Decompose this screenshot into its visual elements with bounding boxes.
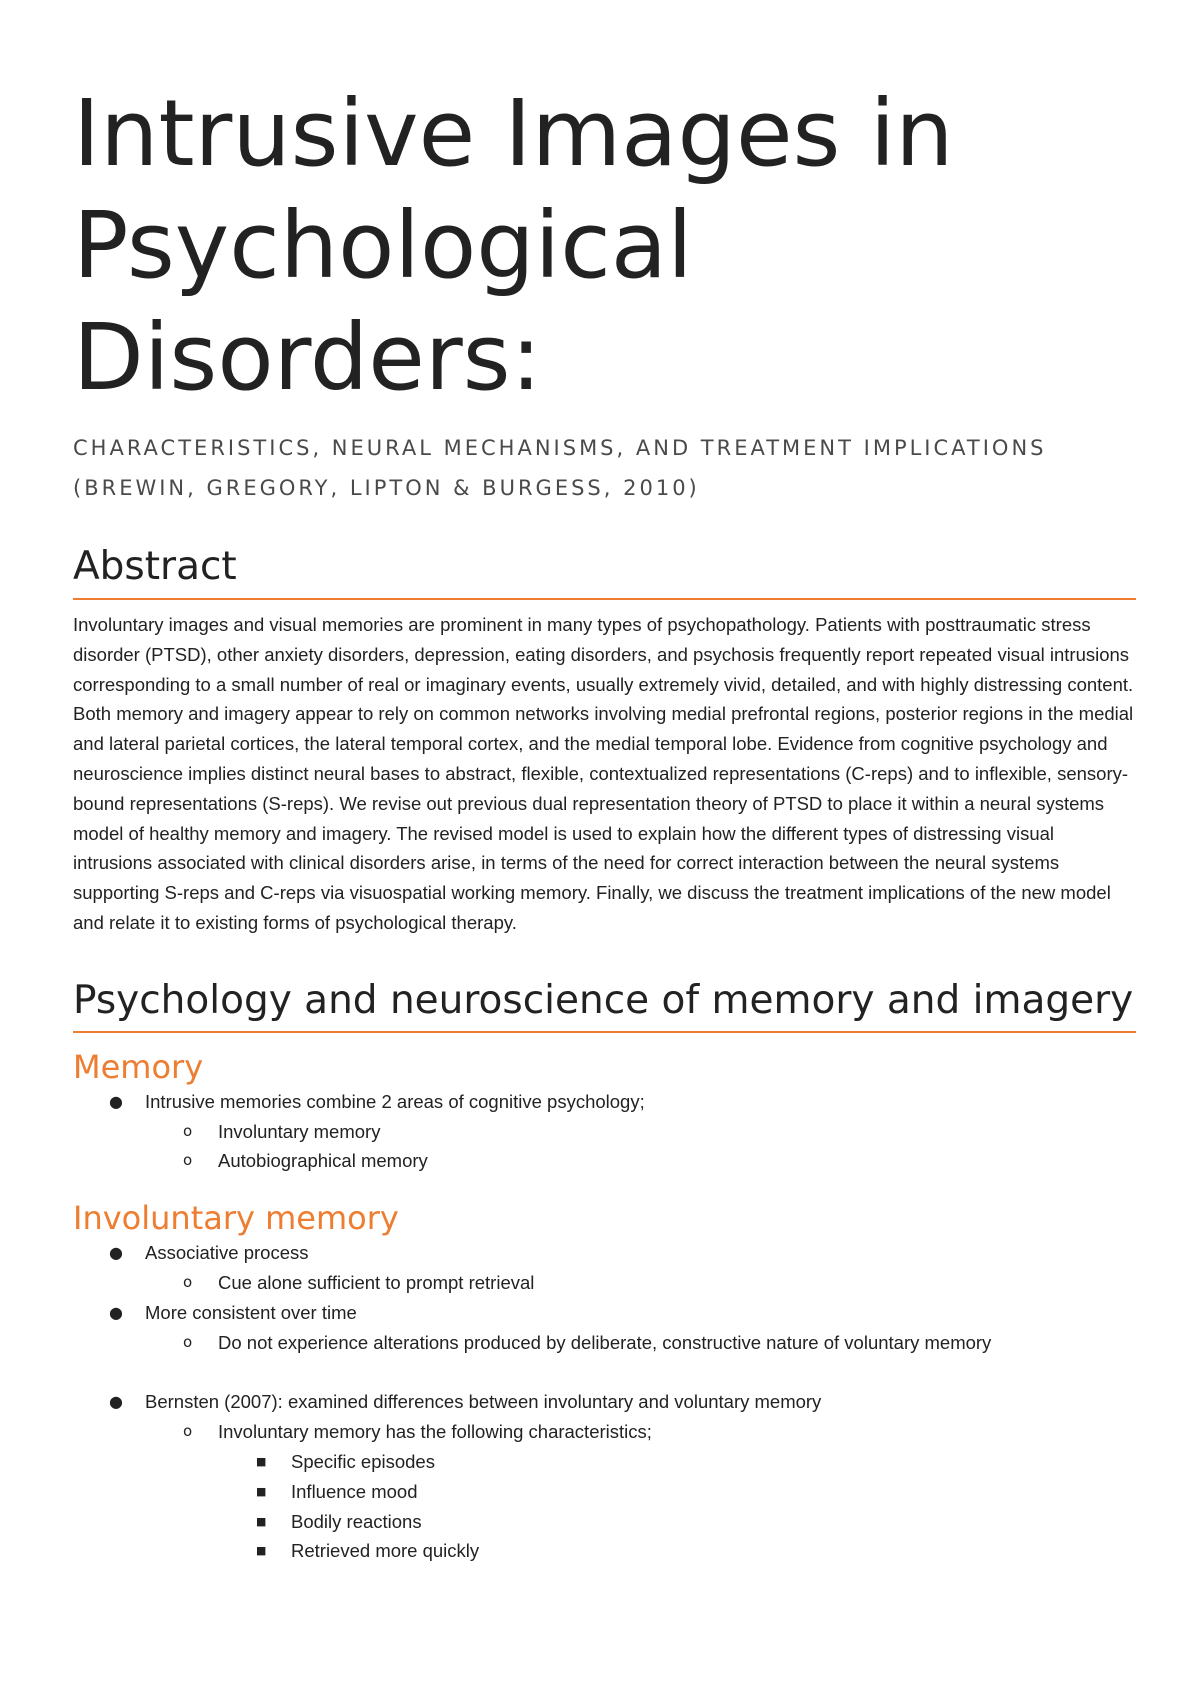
document-subtitle [73,428,1136,508]
list-item [73,1087,1136,1117]
memory-sublist [73,1117,1136,1177]
circle-bullet-icon: o [183,1151,193,1170]
bullet-icon: ● [109,1091,123,1111]
memory-heading: Memory [73,1047,204,1086]
list-item [73,1268,1136,1298]
document-title: Intrusive Images in Psychological Disorders: [73,80,954,411]
list-item-text: More consistent over time [145,1301,357,1323]
square-bullet-icon: ■ [256,1544,267,1558]
square-bullet-icon: ■ [256,1484,267,1498]
list-item-text: Involuntary memory has the following characteristics; [218,1421,652,1443]
list-item [73,1328,1136,1358]
list-item-text: Involuntary memory [218,1120,381,1142]
abstract-text: Involuntary images and visual memories are prominent in many types of psychopathology. Patients with posttraumatic stress disorder (PTSD), other anxiety disorders, depression, eating disorders, and psychosis frequently report repeated visual intrusions corresponding to a small number of real or imaginary events, usually extremely vivid, detailed, and with highly distressing content. Both memory and imagery appear to rely on common networks involving medial prefrontal regions, posterior regions in the medial and lateral parietal cortices, the lateral temporal cortex, and the medial temporal lobe. Evidence from cognitive psychology and neuroscience implies distinct neural bases to abstract, flexible, contextualized representations (C-reps) and to inflexible, sensory-bound representations (S-reps). We revise out previous dual representation theory of PTSD to place it within a neural systems model of healthy memory and imagery. The revised model is used to explain how the different types of distressing visual intrusions associated with clinical disorders arise, in terms of the need for correct interaction between the neural systems supporting S-reps and C-reps via visuospatial working memory. Finally, we discuss the treatment implications of the new model and relate it to existing forms of psychological therapy. [73,614,1134,933]
involuntary-sublist-3 [73,1417,1136,1447]
square-bullet-icon: ■ [256,1514,267,1528]
bullet-icon: ● [109,1392,123,1412]
bullet-icon: ● [109,1243,123,1263]
list-item [73,1477,1136,1507]
list-item [73,1387,1136,1417]
list-item-text: Associative process [145,1242,309,1264]
memory-list [73,1087,1136,1117]
section-heading: Psychology and neuroscience of memory and imagery [73,978,1136,1033]
list-item-text: Bernsten (2007): examined differences between involuntary and voluntary memory [145,1391,822,1413]
square-bullet-icon: ■ [256,1454,267,1468]
list-item-text: Retrieved more quickly [291,1540,480,1562]
subtitle-line-2: (BREWIN, GREGORY, LIPTON & BURGESS, 2010) [73,476,700,500]
bullet-icon: ● [109,1302,123,1322]
circle-bullet-icon: o [183,1422,193,1441]
list-item-text: Cue alone sufficient to prompt retrieval [218,1271,535,1293]
list-item [73,1146,1136,1176]
list-item [73,1117,1136,1147]
involuntary-list-2 [73,1298,1136,1328]
involuntary-sublist-1 [73,1268,1136,1298]
list-item-text: Do not experience alterations produced by deliberate, constructive nature of voluntary memory [218,1331,992,1353]
abstract-heading: Abstract [73,544,1136,600]
circle-bullet-icon: o [183,1121,193,1140]
involuntary-list-3 [73,1387,1136,1417]
list-item [73,1298,1136,1328]
list-item [73,1238,1136,1268]
subtitle-line-1: CHARACTERISTICS, NEURAL MECHANISMS, AND TREATMENT IMPLICATIONS [73,436,1047,460]
characteristics-list [73,1447,1136,1566]
document-page [73,0,1136,1566]
list-item-text: Autobiographical memory [218,1150,428,1172]
list-item-text: Influence mood [291,1480,418,1502]
list-item [73,1417,1136,1447]
circle-bullet-icon: o [183,1332,193,1351]
list-item-text: Intrusive memories combine 2 areas of cognitive psychology; [145,1090,645,1112]
involuntary-sublist-2 [73,1328,1136,1358]
list-item [73,1447,1136,1477]
list-item [73,1507,1136,1537]
list-item [73,1536,1136,1566]
list-item-text: Bodily reactions [291,1510,422,1532]
circle-bullet-icon: o [183,1272,193,1291]
list-item-text: Specific episodes [291,1450,435,1472]
involuntary-list-1 [73,1238,1136,1268]
involuntary-memory-heading: Involuntary memory [73,1199,399,1238]
blank-line [73,1357,1136,1387]
